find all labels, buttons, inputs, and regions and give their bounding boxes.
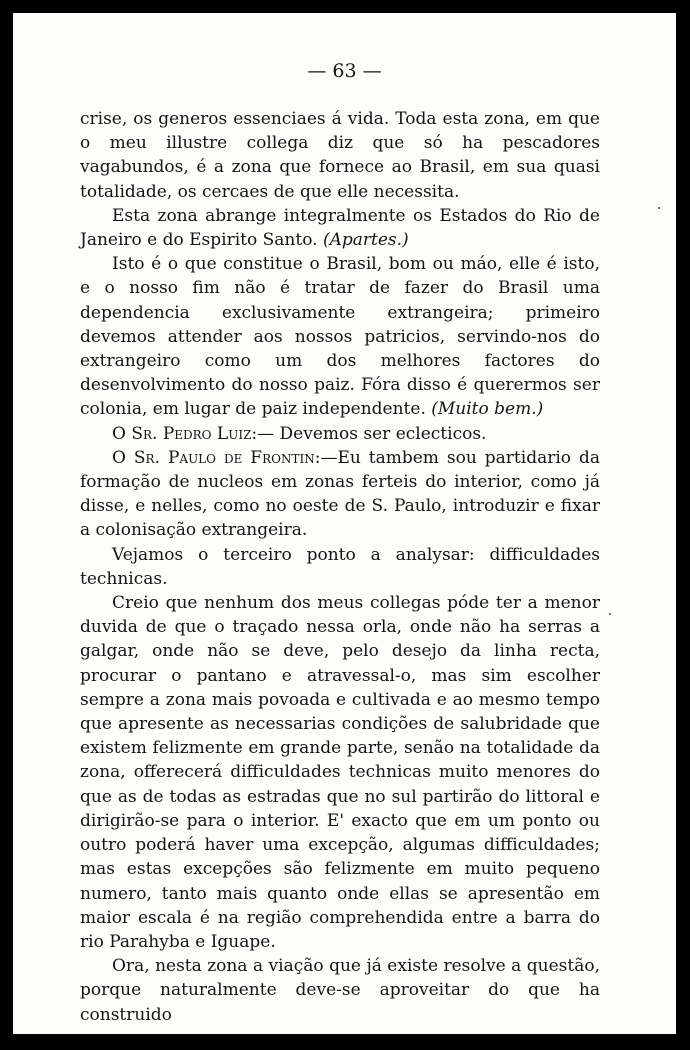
body-text [80, 107, 600, 1027]
paragraph-2-text: Esta zona abrange integralmente os Estados do Rio de Janeiro e do Espirito Santo. [80, 205, 600, 251]
book-page [13, 13, 676, 1034]
paragraph-3-text: Isto é o que constitue o Brasil, bom ou máo, elle é isto, e o nosso fim não é tratar de fazer do Brasil uma dependencia exclusivamente extrangeira; primeiro devemos attender aos nossos patricios, servindo-nos do extrangeiro como um dos melhores factores do desenvolvimento do nosso paiz. Fóra disso é querermos ser colonia, em lugar de paiz independente. [80, 254, 600, 420]
muito-bem-aside: (Muito bem.) [431, 399, 544, 420]
paragraph-5 [80, 446, 600, 543]
paragraph-8: Ora, nesta zona a viação que já existe resolve a questão, porque naturalmente deve-se aproveitar do que ha construido [80, 956, 600, 1025]
apartes-aside: (Apartes.) [322, 230, 409, 251]
paragraph-4-text: — Devemos ser eclecticos. [257, 423, 487, 444]
print-speck [658, 207, 660, 209]
paragraph-7: Creio que nenhum dos meus collegas póde ter a menor duvida de que o traçado nessa orla, onde não ha serras a galgar, onde não se deve, pelo desejo da linha recta, procurar o pantano e atravessal-o, mas sim escolher sempre a zona mais povoada e cultivada e ao mesmo tempo que apresente as necessarias condições de salubridade que existem felizmente em grande parte, senão na totalidade da zona, offerecerá difficuldades technicas muito menores do que as de todas as estradas que no sul partirão do littoral e dirigirão-se para o interior. E' exacto que em um ponto ou outro poderá haver uma excepção, algumas difficuldades; mas estas excepções são felizmente em muito pequeno numero, tanto mais quanto onde ellas se apresentão em maior escala é na região comprehendida entre a barra do rio Parahyba e Iguape. [80, 593, 600, 952]
paragraph-6: Vejamos o terceiro ponto a analysar: difficuldades technicas. [80, 544, 600, 589]
paragraph-5-text: —Eu tambem sou partidario da formação de nucleos em zonas ferteis do interior, como já disse, e nelles, como no oeste de S. Paulo, introduzir e fixar a colonisação extrangeira. [80, 447, 600, 541]
page-number: — 63 — [307, 60, 382, 82]
print-speck [609, 613, 611, 615]
paragraph-3 [80, 252, 600, 421]
speaker-paulo-de-frontin: O Sr. Paulo de Frontin: [112, 447, 321, 468]
speaker-pedro-luiz: O Sr. Pedro Luiz: [112, 423, 258, 444]
paragraph-2 [80, 204, 600, 252]
paragraph-1: crise, os generos essenciaes á vida. Toda esta zona, em que o meu illustre collega diz que só ha pescadores vagabundos, é a zona que fornece ao Brasil, em sua quasi totalidade, os cercaes de que elle necessita. [80, 109, 600, 202]
paragraph-4 [80, 422, 600, 446]
